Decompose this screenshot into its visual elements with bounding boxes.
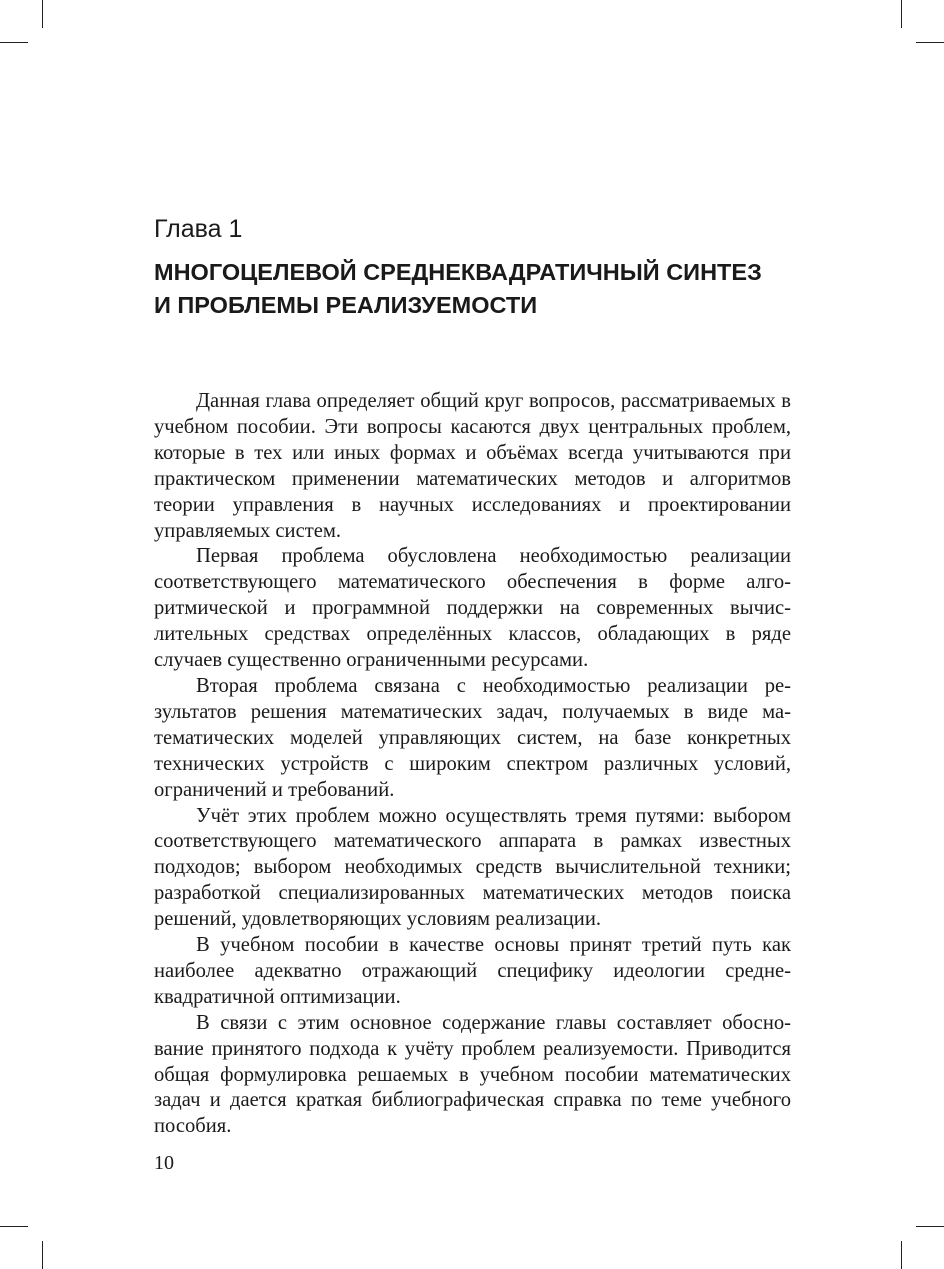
crop-mark-bottom-right-horizontal [916,1226,944,1227]
chapter-title [154,256,794,322]
crop-mark-bottom-left-horizontal [0,1226,28,1227]
crop-mark-top-left-vertical [42,0,43,28]
paragraph-3: Вторая проблема связана с необходимостью реализации результатов решения математических задач, получаемых в виде математических моделей управляющих систем, на базе конкретных технических устройств с широким спектром различных условий, ограничений и требований. [154,674,791,801]
chapter-title-line-2: И ПРОБЛЕМЫ РЕАЛИЗУЕМОСТИ [154,292,538,318]
paragraph-2: Первая проблема обусловлена необходимостью реализации соответствующего математического обеспечения в форме алгоритмической и программной поддержки на современных вычислительных средствах определённых классов, обладающих в ряде случаев существенно ограниченными ресурсами. [154,545,791,672]
chapter-label: Глава 1 [154,215,243,243]
crop-mark-top-right-vertical [901,0,902,28]
crop-mark-bottom-right-vertical [901,1241,902,1269]
crop-mark-top-left-horizontal [0,42,28,43]
chapter-title-line-1: МНОГОЦЕЛЕВОЙ СРЕДНЕКВАДРАТИЧНЫЙ СИНТЕЗ [154,259,762,285]
crop-mark-bottom-left-vertical [42,1241,43,1269]
page-number: 10 [154,1152,174,1174]
paragraph-5: В учебном пособии в качестве основы принят третий путь как наиболее адекватно отражающий специфику идеологии среднеквадратичной оптимизации. [154,934,791,1008]
paragraph-1: Данная глава определяет общий круг вопросов, рассматриваемых в учебном пособии. Эти вопросы касаются двух центральных проблем, которые в тех или иных формах и объёмах всегда учитываются при практическом применении математических методов и алгоритмов теории управления в научных исследованиях и проектировании управляемых систем. [154,390,791,542]
crop-mark-top-right-horizontal [916,42,944,43]
paragraph-4: Учёт этих проблем можно осуществлять тремя путями: выбором соответствующего математического аппарата в рамках известных подходов; выбором необходимых средств вычислительной техники; разработкой специализированных математических методов поиска решений, удовлетворяющих условиям реализации. [154,804,791,931]
body-text [154,389,791,1140]
paragraph-6: В связи с этим основное содержание главы составляет обоснование принятого подхода к учёту проблем реализуемости. Приводится общая формулировка решаемых в учебном пособии математических задач и дается краткая библиографическая справка по теме учебного пособия. [154,1011,791,1138]
